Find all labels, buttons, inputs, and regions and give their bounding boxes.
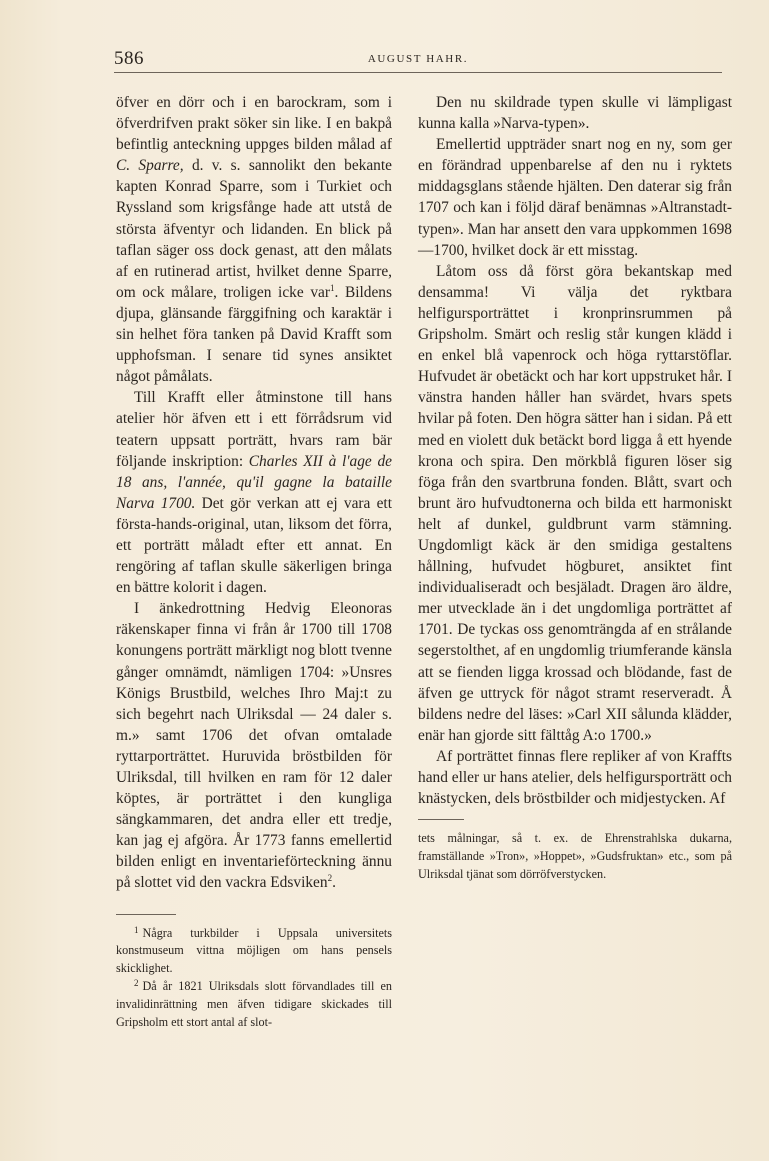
- footnote-marker: 2: [134, 977, 139, 988]
- right-column: [418, 92, 732, 884]
- header-rule: [114, 72, 722, 73]
- italic-inscription: Charles XII à l'age de 18 ans, l'année, qu'il gagne la bataille Narva 1700.: [116, 452, 392, 512]
- text-run: .: [332, 874, 336, 892]
- text-run: Det gör verkan att ej vara ett första-hands-original, utan, liksom det förra, ett porträtt måladt efter ett annat. En rengöring af taflan skulle säkerligen bringa en bättre kolorit i dagen.: [116, 494, 392, 597]
- footnote-rule: [116, 914, 176, 915]
- paragraph: [116, 92, 392, 387]
- paragraph: Låtom oss då först göra bekantskap med densamma! Vi välja det ryktbara helfigursporträttet i kronprinsrummen på Gripsholm. Smärt och reslig står kungen klädd i en enkel blå vapenrock och höga ryttarstöflar. Hufvudet är obetäckt och har kort uppstruket hår. I vänstra handen håller han svärdet, hvars spets hvilar på foten. Den högra sätter han i sidan. På ett med en violett duk betäckt bord ligga å ett hyende krona och spira. Den mörkblå figuren löser sig föga från den svartbruna fonden. Blått, svart och brunt äro hufvudtonerna och bilda ett harmoniskt helt af dunkel, guldbrunt varm stämning. Ungdomligt käck är den smidiga gestaltens hållning, hufvudet högburet, ansiktet fint individualiseradt och besjäladt. Dragen äro äldre, mer utvecklade än i det ungdomliga porträttet af 1701. De tyckas oss genomträngda af en strålande segerstolthet, af en ungdomlig triumferande känsla att se fienden ligga krossad och blödande, fast de äfven ge uttryck för något stramt reserveradt. Å bildens nedre del läses: »Carl XII sålunda klädder, enär han gjorde sitt fälttåg A:o 1700.»: [418, 262, 732, 744]
- footnote-ref: 1: [329, 282, 335, 293]
- italic-name: C. Sparre,: [116, 157, 184, 175]
- running-head: AUGUST HAHR.: [367, 53, 469, 65]
- text-run: Till Krafft eller åtminstone till hans atelier hör äfven ett i ett förrådsrum vid teatern uppsatt porträtt, hvars ram bär följande inskription:: [116, 389, 392, 470]
- footnote-ref: 2: [327, 873, 333, 884]
- page-header: [114, 48, 722, 74]
- left-column: [116, 92, 392, 1031]
- footnote: [116, 925, 392, 978]
- paragraph: Den nu skildrade typen skulle vi lämpligast kunna kalla »Narva-typen».: [418, 94, 732, 133]
- text-run: I änkedrottning Hedvig Eleonoras räkenskaper finna vi från år 1700 till 1708 konungens porträtt märkligt nog blott tvenne gånger omnämdt, nämligen 1704: »Unsres Königs Brustbild, welches Ihro Maj:t zu sich begehrt nach Ulriksdal — 24 daler s. m.» samt 1706 det ofvan omtalade ryttarporträttet. Huruvida bröstbilden för Ulriksdal, till hvilken en ram för 12 daler köptes, är porträttet i den kungliga sängkammaren, det andra eller ett tredje, kan jag ej afgöra. År 1773 fanns emellertid bilden enligt en inventarieförteckning ännu på slottet vid den vackra Edsviken: [116, 600, 392, 892]
- paragraph: Emellertid uppträder snart nog en ny, som ger en förändrad uppenbarelse af den nu i ryktets middagsglans stående hjälten. Den daterar sig från 1707 och kan i följd däraf benämnas »Altranstadt-typen». Man har ansett den vara uppkommen 1698—1700, hvilket dock är ett misstag.: [418, 136, 732, 259]
- page-number: 586: [114, 48, 144, 69]
- paragraph: [116, 387, 392, 598]
- footnote-rule: [418, 819, 464, 820]
- footnote-marker: 1: [134, 924, 139, 935]
- footnote-continuation: tets målningar, så t. ex. de Ehrenstrahlska dukarna, framställande »Tron», »Hoppet», »Gudsfruktan» etc., som på Ulriksdal tjänat som dörröfverstycken.: [418, 831, 732, 881]
- text-run: d. v. s. sannolikt den bekante kapten Konrad Sparre, som i Turkiet och Ryssland som krigsfånge hade att utstå de största äfventyr och lidanden. En blick på taflan säger oss dock genast, att den målats af en rutinerad artist, hvilket denne Sparre, om ock målare, troligen icke var: [116, 157, 392, 301]
- paragraph: Af porträttet finnas flere repliker af von Kraffts hand eller ur hans atelier, dels helfigursporträtt och knästycken, dels bröstbilder och midjestycken. Af: [418, 747, 732, 808]
- text-run: öfver en dörr och i en barockram, som i öfverdrifven prakt söker sin like. I en bakpå befintlig anteckning uppges bilden målad af: [116, 94, 392, 154]
- footnote-text: Några turkbilder i Uppsala universitets konstmuseum vittna möjligen om hans pensels skicklighet.: [116, 925, 392, 976]
- footnote-text: Då år 1821 Ulriksdals slott förvandlades till en invalidinrättning men äfven tidigare skickades till Gripsholm ett stort antal af slot-: [116, 978, 392, 1029]
- text-run: . Bildens djupa, glänsande färggifning och karaktär i sin helhet föra tanken på David Krafft som upphofsman. I senare tid synes ansiktet något påmålats.: [116, 283, 392, 386]
- footnote: [116, 978, 392, 1031]
- paragraph: [116, 598, 392, 893]
